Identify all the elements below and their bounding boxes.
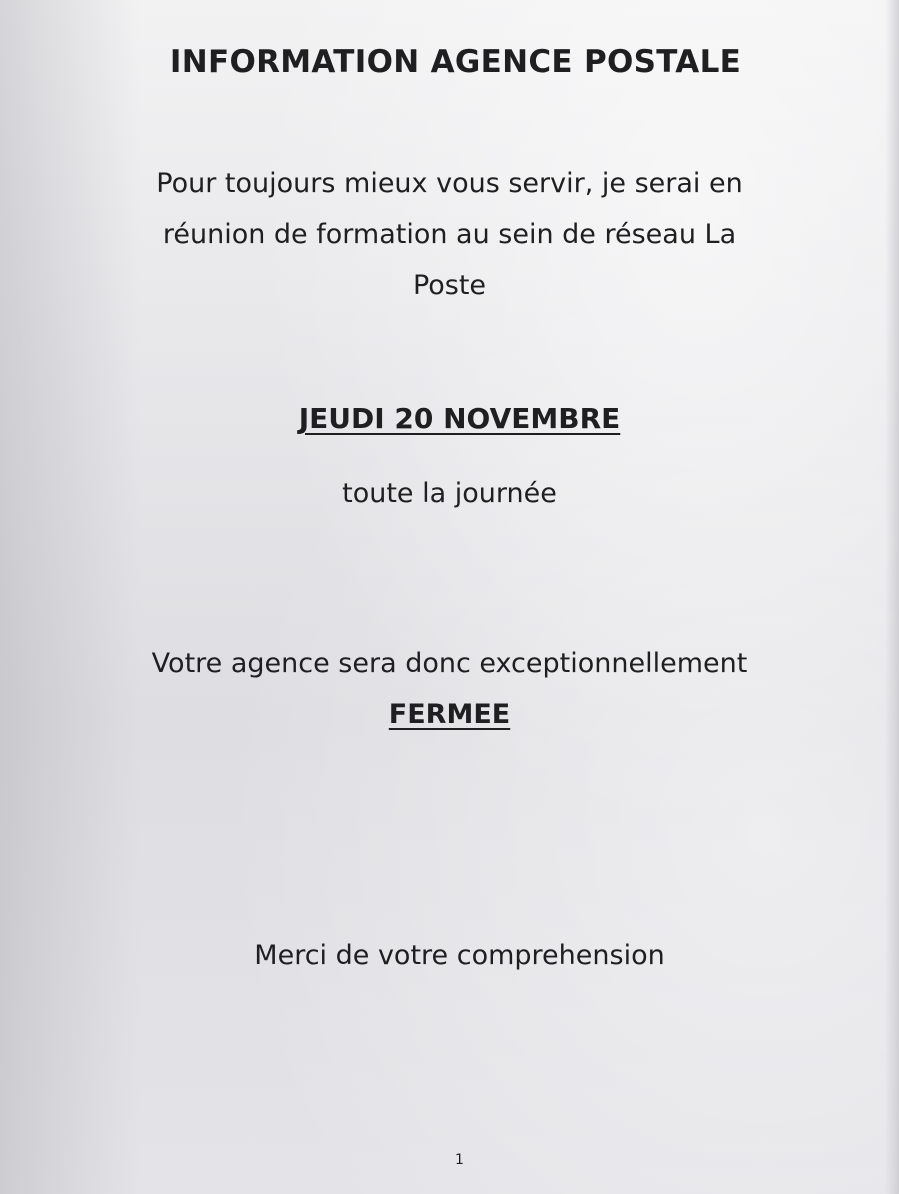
notice-title: INFORMATION AGENCE POSTALE — [169, 44, 742, 80]
intro-line-1: Pour toujours mieux vous servir, je serai en — [156, 168, 743, 199]
closure-duration: toute la journée — [342, 478, 557, 509]
closure-date: JEUDI 20 NOVEMBRE — [298, 402, 621, 435]
intro-line-2: réunion de formation au sein de réseau La — [162, 219, 737, 250]
closure-paragraph — [0, 638, 899, 740]
closure-text: Votre agence sera donc exceptionnellement — [151, 648, 748, 679]
page-number: 1 — [455, 1152, 464, 1168]
closed-label: FERMEE — [388, 699, 511, 730]
intro-line-3: Poste — [412, 270, 487, 301]
intro-paragraph — [0, 158, 899, 311]
thanks-message: Merci de votre comprehension — [254, 940, 665, 971]
